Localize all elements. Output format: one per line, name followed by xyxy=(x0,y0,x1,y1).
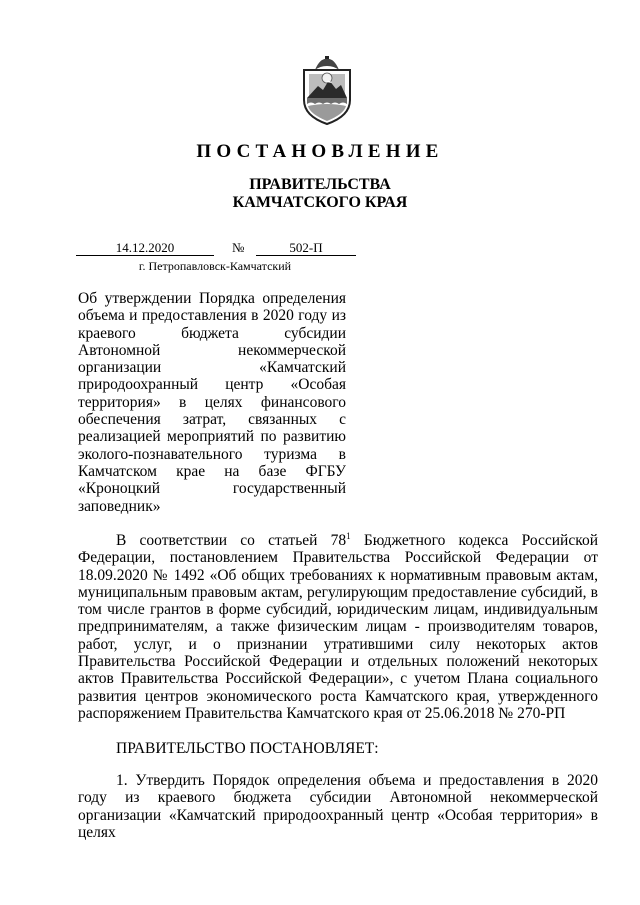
preamble-text-start: В соответствии со статьей 78 xyxy=(116,532,347,549)
document-city: г. Петропавловск-Камчатский xyxy=(138,259,292,273)
issuer-line-1: ПРАВИТЕЛЬСТВА xyxy=(249,176,391,193)
article-superscript: 1 xyxy=(346,531,351,541)
preamble-text-rest: Бюджетного кодекса Российской Федерации, постановлением Правительства Российской Федерации от 18.09.2020 № 1492 «Об общих требованиях к нормативным правовым актам, муниципальным правовым актам, регулирующим предоставление субсидий, в том числе грантов в форме субсидий, юридическим лицам, индивидуальным предпринимателям, а также физическим лицам - производителям товаров, работ, услуг, и о признании утратившими силу некоторых актов Правительства Российской Федерации и отдельных положений некоторых актов Правительства Российской Федерации», с учетом Плана социального развития центров экономического роста Камчатского края, утвержденного распоряжением Правительства Камчатского края от 25.06.2018 № 270-РП xyxy=(78,532,598,722)
document-date: 14.12.2020 xyxy=(76,240,214,256)
document-subject: Об утверждении Порядка определения объема и предоставления в 2020 году из краевого бюджета субсидии Автономной некоммерческой организации «Камчатский природоохранный центр «Особая территория» в целях финансового обеспечения затрат, связанных с реализацией мероприятий по развитию эколого-познавательного туризма в Камчатском крае на базе ФГБУ «Кроноцкий государственный заповедник» xyxy=(78,290,346,515)
preamble-paragraph xyxy=(78,532,598,722)
number-sign: № xyxy=(232,240,245,255)
kamchatka-coat-of-arms-emblem xyxy=(298,56,356,126)
decree-item-1: 1. Утвердить Порядок определения объема и предоставления в 2020 году из краевого бюджета субсидии Автономной некоммерческой организации «Камчатский природоохранный центр «Особая территория» в целях xyxy=(78,772,598,841)
document-type-title: ПОСТАНОВЛЕНИЕ xyxy=(196,141,444,162)
decree-heading: ПРАВИТЕЛЬСТВО ПОСТАНОВЛЯЕТ: xyxy=(116,740,379,757)
issuer-line-2: КАМЧАТСКОГО КРАЯ xyxy=(232,194,408,211)
issuer-title xyxy=(0,176,640,212)
document-number: 502-П xyxy=(256,240,356,256)
